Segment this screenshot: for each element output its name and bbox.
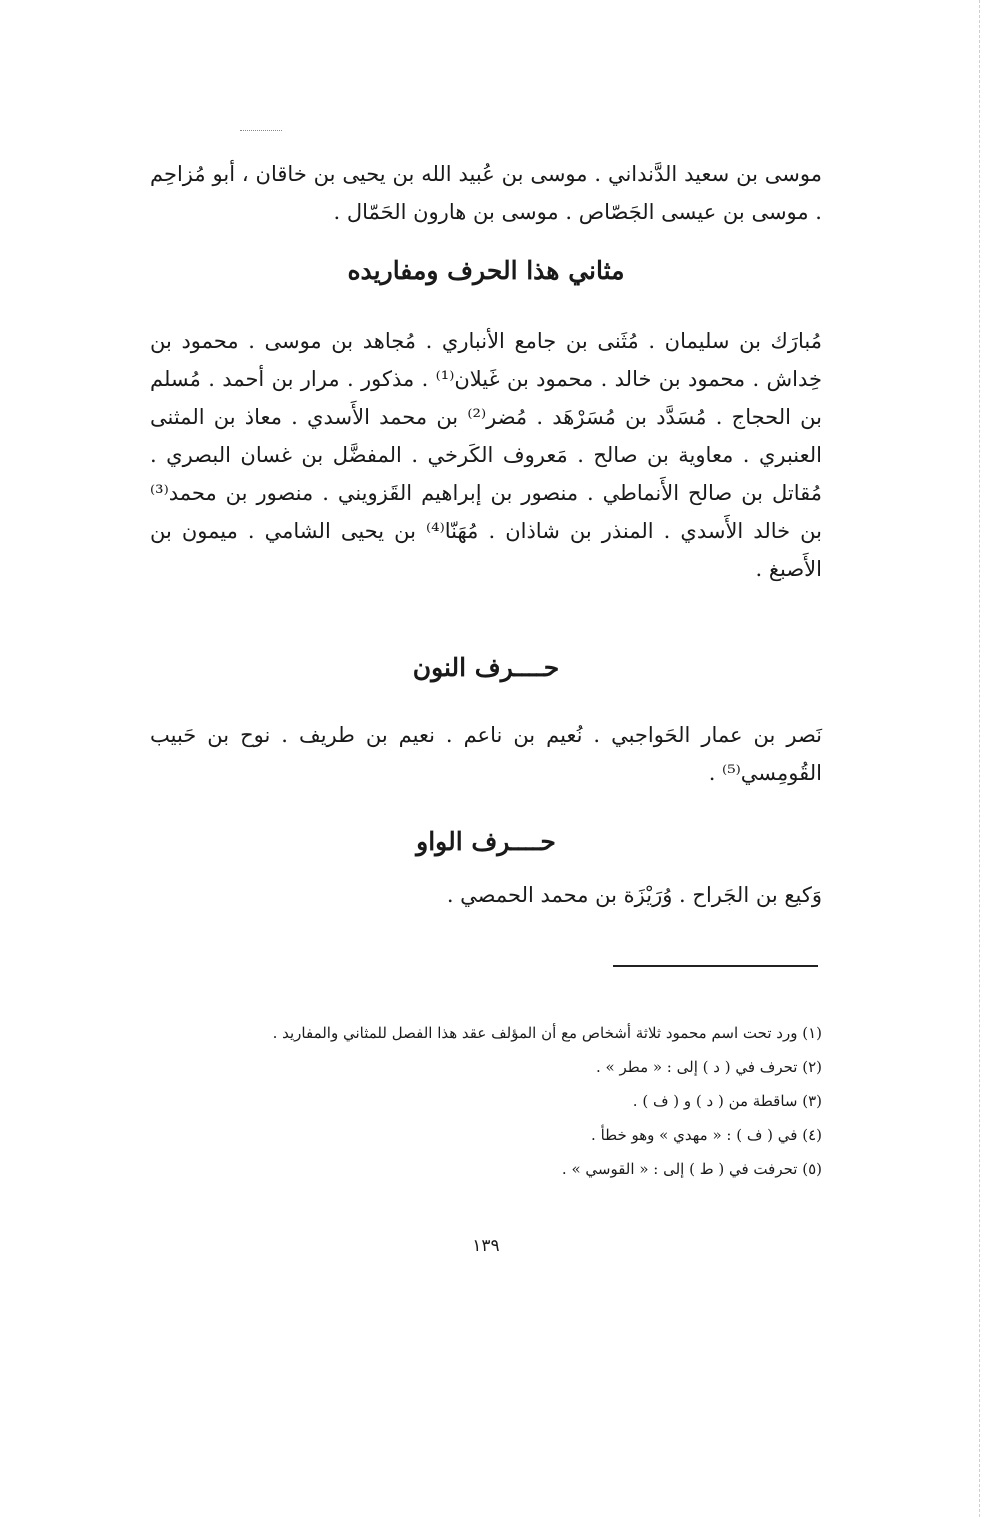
footnote-separator (613, 965, 818, 967)
section-heading-mathani: مثاني هذا الحرف ومفاريده (347, 256, 625, 285)
page-number: ١٣٩ (472, 1236, 500, 1256)
footnotes (150, 1016, 822, 1186)
footnote-3: (٣) ساقطة من ( د ) و ( ف ) . (632, 1092, 822, 1110)
footnote-5: (٥) تحرفت في ( ط ) إلى : « القوسي » . (561, 1160, 822, 1178)
paragraph-waw-names: وَكيع بن الجَراح . وُرَيْزَة بن محمد الحمصي . (446, 883, 822, 907)
footnote-2: (٢) تحرف في ( د ) إلى : « مطر » . (596, 1058, 822, 1076)
scan-edge-line (979, 0, 980, 1517)
paragraph-mim-names: مُبارَك بن سليمان . مُثَنى بن جامع الأنباري . مُجاهد بن موسى . محمود بن خِداش . محمود بن خالد . محمود بن غَيلان⁽¹⁾ . مذكور . مرار بن أحمد . مُسلم بن الحجاج . مُسَدَّد بن مُسَرْهَد . مُضر⁽²⁾ بن محمد الأَسدي . معاذ بن المثنى العنبري . معاوية بن صالح . مَعروف الكَرخي . المفضَّل بن غسان البصري . مُقاتل بن صالح الأَنماطي . منصور بن إبراهيم القَزويني . منصور بن محمد⁽³⁾ بن خالد الأَسدي . المنذر بن شاذان . مُهَنّا⁽⁴⁾ بن يحيى الشامي . ميمون بن الأَصبغ . (150, 329, 822, 581)
scan-top-mark (240, 130, 282, 131)
section-heading-waw: حــــرف الواو (416, 827, 556, 856)
footnote-1: (١) ورد تحت اسم محمود ثلاثة أشخاص مع أن المؤلف عقد هذا الفصل للمثاني والمفاريد . (272, 1024, 822, 1042)
paragraph-musa-names: موسى بن سعيد الدَّنداني . موسى بن عُبيد الله بن يحيى بن خاقان ، أبو مُزاحِم . موسى بن عيسى الجَصّاص . موسى بن هارون الحَمّال . (150, 162, 822, 224)
section-heading-nun: حــــرف النون (412, 653, 560, 682)
footnote-4: (٤) في ( ف ) : « مهدي » وهو خطأ . (591, 1126, 822, 1144)
paragraph-nun-names: نَصر بن عمار الحَواجبي . نُعيم بن ناعم . نعيم بن طريف . نوح بن حَبيب القُومِسي⁽⁵⁾ . (150, 723, 823, 785)
